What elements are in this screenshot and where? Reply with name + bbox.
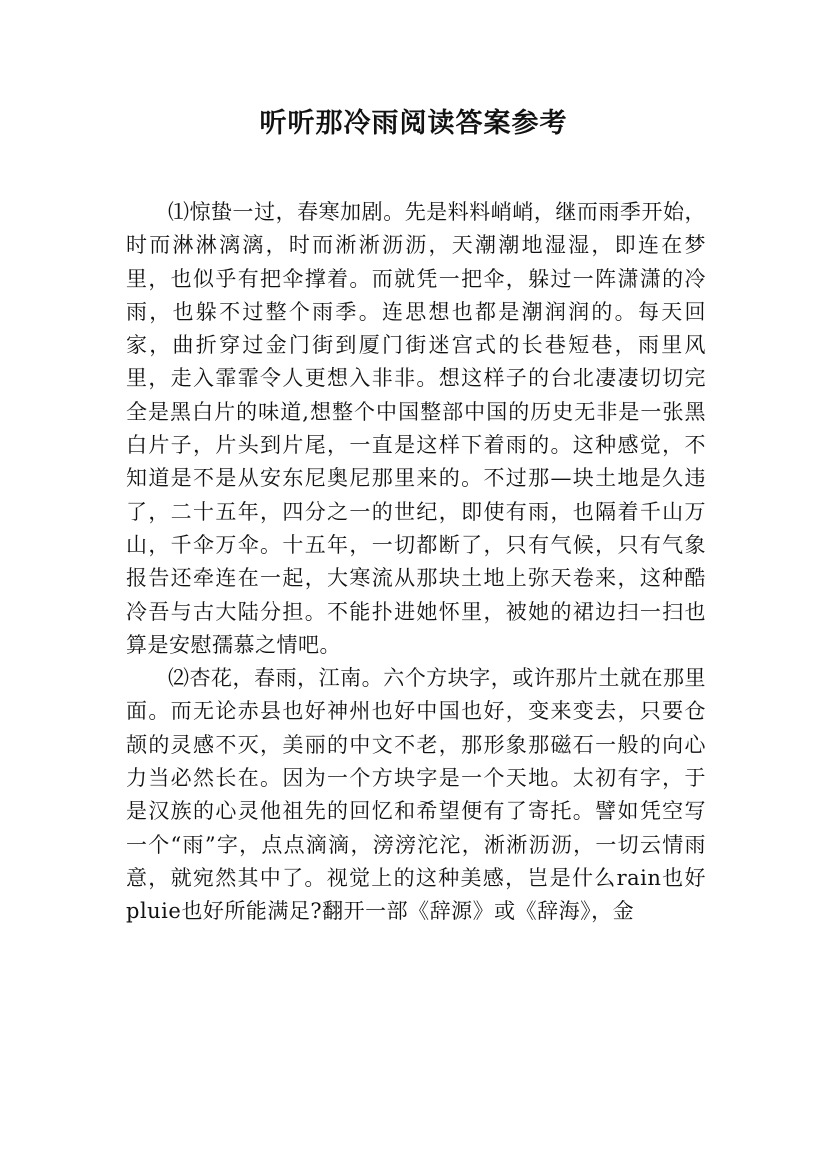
document-body xyxy=(126,196,706,929)
document-title: 听听那冷雨阅读答案参考 xyxy=(259,108,568,139)
paragraph-2: ⑵杏花，春雨，江南。六个方块字，或许那片土就在那里面。而无论赤县也好神州也好中国也好，变来变去，只要仓颉的灵感不灭，美丽的中文不老，那形象那磁石一般的向心力当必然长在。因为一个方块字是一个天地。太初有字，于是汉族的心灵他祖先的回忆和希望便有了寄托。譬如凭空写一个“雨”字，点点滴滴，滂滂沱沱，淅淅沥沥，一切云情雨意，就宛然其中了。视觉上的这种美感，岂是什么rain也好pluie也好所能满足?翻开一部《辞源》或《辞海》，金 xyxy=(126,666,706,924)
paragraph-1: ⑴惊蛰一过，春寒加剧。先是料料峭峭，继而雨季开始，时而淋淋漓漓，时而淅淅沥沥，天潮潮地湿湿，即连在梦里，也似乎有把伞撑着。而就凭一把伞，躲过一阵潇潇的冷雨，也躲不过整个雨季。连思想也都是潮润润的。每天回家，曲折穿过金门街到厦门街迷宫式的长巷短巷，雨里风里，走入霏霏令人更想入非非。想这样子的台北凄凄切切完全是黑白片的味道,想整个中国整部中国的历史无非是一张黑白片子，片头到片尾，一直是这样下着雨的。这种感觉，不知道是不是从安东尼奥尼那里来的。不过那—块土地是久违了，二十五年，四分之一的世纪，即使有雨，也隔着千山万山，千伞万伞。十五年，一切都断了，只有气候，只有气象报告还牵连在一起，大寒流从那块土地上弥天卷来，这种酷冷吾与古大陆分担。不能扑进她怀里，被她的裙边扫一扫也算是安慰孺慕之情吧。 xyxy=(126,200,706,657)
